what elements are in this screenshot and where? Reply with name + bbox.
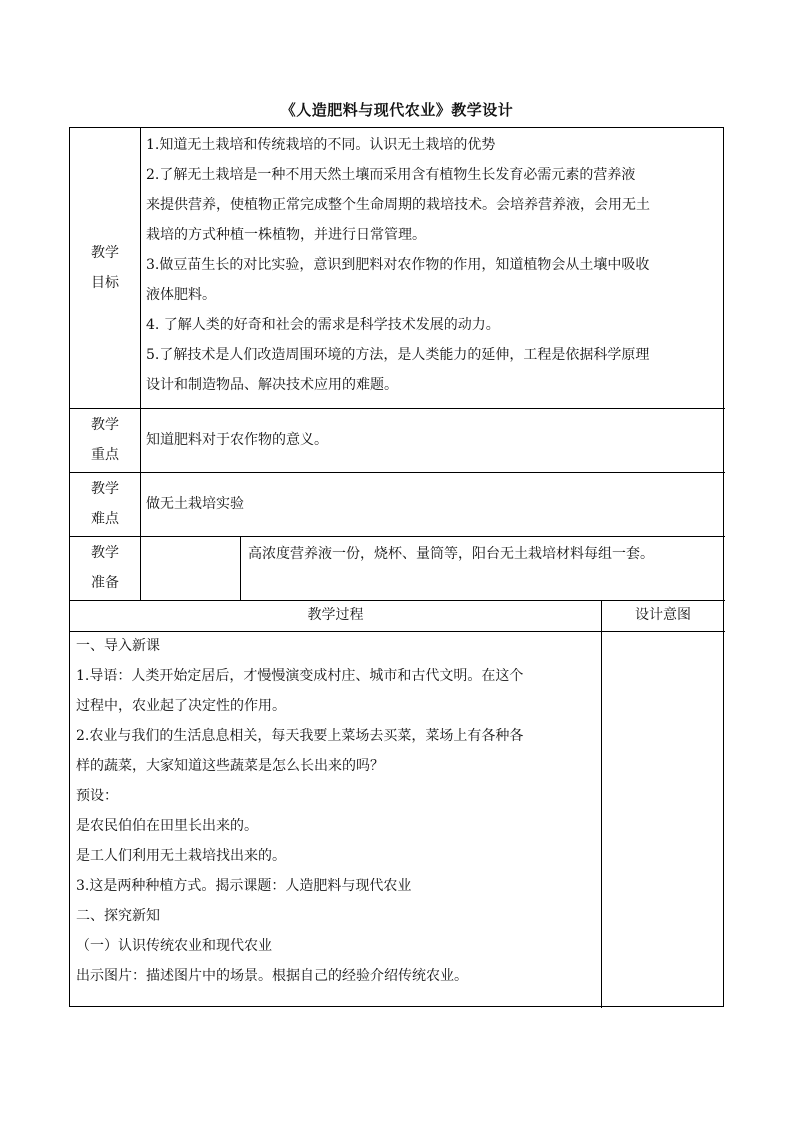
key-points-content [146, 425, 328, 455]
label-line: 教学 [91, 417, 119, 433]
key-points-text: 知道肥料对于农作物的意义。 [146, 432, 328, 448]
process-line: 过程中，农业起了决定性的作用。 [76, 698, 286, 714]
process-line: 预设： [76, 788, 118, 804]
process-line: 是农民伯伯在田里长出来的。 [76, 818, 258, 834]
label-line: 难点 [91, 511, 119, 527]
objective-line: 来提供营养，使植物正常完成整个生命周期的栽培技术。会培养营养液，会用无土 [146, 197, 650, 213]
label-line: 准备 [91, 575, 119, 591]
design-intent-header-label: 设计意图 [635, 607, 691, 623]
process-line: 一、导入新课 [76, 638, 160, 654]
document-title: 《人造肥料与现代农业》教学设计 [280, 101, 514, 119]
process-line: 3.这是两种种植方式。揭示课题：人造肥料与现代农业 [76, 878, 412, 894]
process-line: （一）认识传统农业和现代农业 [76, 938, 272, 954]
objective-line: 5.了解技术是人们改造周围环境的方法，是人类能力的延伸，工程是依据科学原理 [146, 347, 650, 363]
objective-line: 4. 了解人类的好奇和社会的需求是科学技术发展的动力。 [146, 317, 500, 333]
label-line: 重点 [91, 447, 119, 463]
label-line: 教学 [91, 545, 119, 561]
label-line: 目标 [91, 275, 119, 291]
row-divider [70, 408, 725, 409]
objectives-content [146, 130, 721, 400]
process-line: 二、探究新知 [76, 908, 160, 924]
difficulties-content [146, 489, 244, 519]
process-line: 2.农业与我们的生活息息相关，每天我要上菜场去买菜，菜场上有各种各 [76, 728, 524, 744]
objective-line: 栽培的方式种植一株植物，并进行日常管理。 [146, 227, 426, 243]
objective-line: 液体肥料。 [146, 287, 216, 303]
process-header [70, 600, 601, 630]
process-header-label: 教学过程 [307, 607, 364, 623]
prep-column-divider [240, 536, 241, 600]
row-divider [70, 536, 725, 537]
preparation-content [248, 539, 654, 569]
label-line: 教学 [91, 481, 119, 497]
intent-column-divider [601, 600, 602, 1008]
key-points-label [70, 410, 140, 470]
design-intent-header [601, 600, 725, 630]
preparation-label [70, 538, 140, 598]
process-line: 1.导语：人类开始定居后，才慢慢演变成村庄、城市和古代文明。在这个 [76, 668, 524, 684]
label-line: 教学 [91, 245, 119, 261]
objectives-label [70, 238, 140, 298]
difficulties-label [70, 474, 140, 534]
preparation-text: 高浓度营养液一份，烧杯、量筒等，阳台无土栽培材料每组一套。 [248, 546, 654, 562]
objective-line: 3.做豆苗生长的对比实验，意识到肥料对农作物的作用，知道植物会从土壤中吸收 [146, 257, 650, 273]
difficulties-text: 做无土栽培实验 [146, 496, 244, 512]
process-line: 样的蔬菜，大家知道这些蔬菜是怎么长出来的吗？ [76, 758, 384, 774]
process-line: 是工人们利用无土栽培找出来的。 [76, 848, 286, 864]
process-content [76, 631, 596, 991]
label-column-divider [140, 128, 141, 600]
objective-line: 设计和制造物品、解决技术应用的难题。 [146, 377, 398, 393]
objective-line: 2.了解无土栽培是一种不用天然土壤而采用含有植物生长发育必需元素的营养液 [146, 167, 636, 183]
process-line: 出示图片：描述图片中的场景。根据自己的经验介绍传统农业。 [76, 968, 468, 984]
lesson-plan-table [69, 127, 724, 1007]
objective-line: 1.知道无土栽培和传统栽培的不同。认识无土栽培的优势 [146, 137, 496, 153]
row-divider [70, 472, 725, 473]
